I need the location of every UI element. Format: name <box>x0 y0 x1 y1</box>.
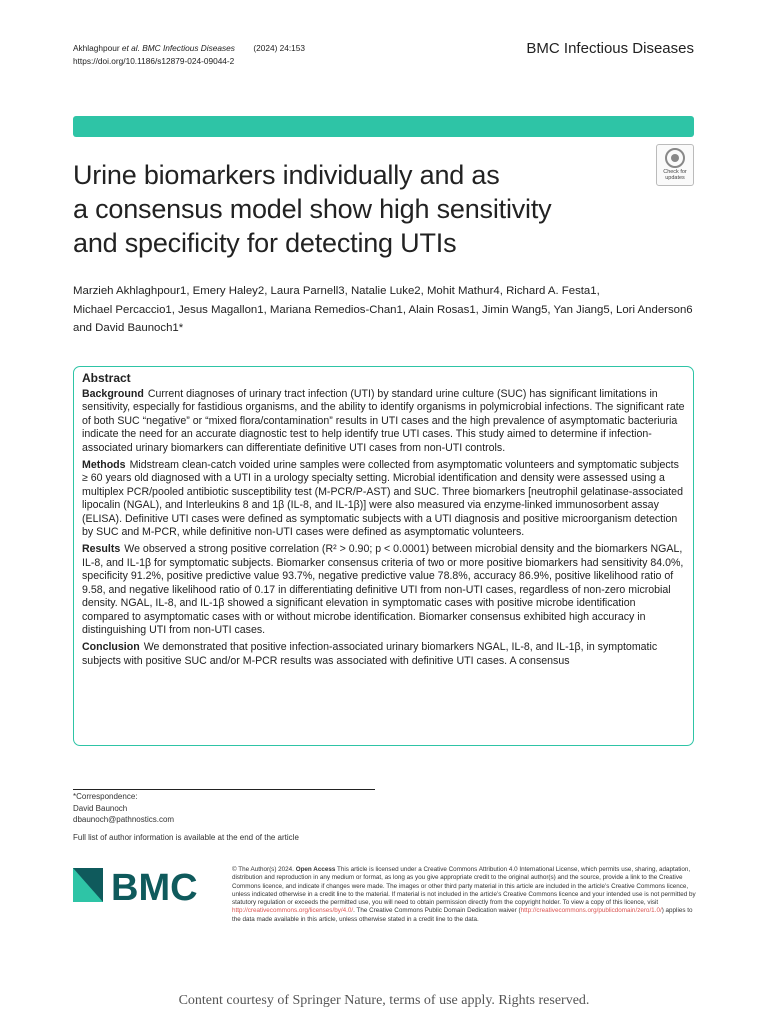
license-link-cc-by[interactable]: http://creativecommons.org/licenses/by/4.0/ <box>232 907 354 915</box>
doi-link[interactable]: https://doi.org/10.1186/s12879-024-09044-2 <box>73 56 235 66</box>
article-title <box>73 158 633 260</box>
methods-text: Midstream clean-catch voided urine samples were collected from asymptomatic volunteers and symptomatic subjects ≥ 60 years old diagnosed with a UTI in a urology specialty setting. Microbial identification and density were assessed using a multiplex PCR/pooled antibiotic susceptibility test (M-PCR/P-AST) and SUC. Three biomarkers [neutrophil gelatinase-associated lipocalin (NGAL), and Interleukins 8 and 1β (IL-8, and IL-1β)] were also measured via enzyme-linked immunosorbent assay (ELISA). Definitive UTI cases were defined as symptomatic subjects with a UTI diagnosis and positive microorganism detection by SUC and M-PCR, while definitive non-UTI cases were defined as asymptomatic volunteers. <box>82 459 683 539</box>
title-line-1: Urine biomarkers individually and as <box>73 160 500 190</box>
authors-line-2: Michael Percaccio1, Jesus Magallon1, Mariana Remedios-Chan1, Alain Rosas1, Jimin Wang5, Yan Jiang5, Lori Anderson6 <box>73 303 693 316</box>
abstract-results <box>82 543 685 637</box>
citation-line <box>73 42 305 55</box>
license-link-cc-zero[interactable]: http://creativecommons.org/publicdomain/zero/1.0/ <box>520 907 662 915</box>
abstract-conclusion <box>82 641 685 668</box>
title-line-2: a consensus model show high sensitivity <box>73 194 552 224</box>
accent-bar <box>73 116 694 137</box>
badge-label-2: updates <box>665 175 685 181</box>
page-footer: Content courtesy of Springer Nature, terms of use apply. Rights reserved. <box>178 993 590 1008</box>
logo-text: BMC <box>111 867 198 906</box>
authors-line-3: and David Baunoch1* <box>73 322 184 334</box>
citation-authors: Akhlaghpour <box>73 43 122 53</box>
bmc-logo <box>73 864 223 906</box>
abstract-heading: Abstract <box>82 371 131 385</box>
background-label: Background <box>82 388 144 400</box>
license-body-2: . The Creative Commons Public Domain Dedication waiver ( <box>353 907 521 915</box>
conclusion-label: Conclusion <box>82 641 140 654</box>
title-line-3: and specificity for detecting UTIs <box>73 228 457 258</box>
results-text: We observed a strong positive correlation (R² > 0.90; p < 0.0001) between microbial density and the biomarkers NGAL, IL-8, and IL-1β for symptomatic subjects. Biomarker consensus criteria of two or more positive biomarkers had sensitivity 84.0%, specificity 91.2%, positive predictive value 93.7%, negative predictive value 78.8%, accuracy 86.9%, positive likelihood ratio of 9.58, and negative likelihood ratio of 0.17 in differentiating definitive UTI from non-UTI cases, regardless of non-zero microbial density. NGAL, IL-8, and IL-1β showed a significant elevation in symptomatic cases with positive microbe identification compared to asymptomatic cases with or without microbe identification. Biomarker consensus exhibited high accuracy in distinguishing UTI from non-UTI cases. <box>82 543 684 636</box>
check-for-updates-badge[interactable] <box>656 144 694 186</box>
license-open-access: Open Access <box>295 866 336 873</box>
author-list <box>73 282 698 338</box>
abstract-box <box>73 366 694 746</box>
authors-line-1: Marzieh Akhlaghpour1, Emery Haley2, Laura Parnell3, Natalie Luke2, Mohit Mathur4, Richard A. Festa1, <box>73 285 600 297</box>
methods-label: Methods <box>82 459 126 472</box>
license-body-1: This article is licensed under a Creative Commons Attribution 4.0 International License, which permits use, sharing, adaptation, distribution and reproduction in any medium or format, as long as you give appropriate credit to the original author(s) and the source, provide a link to the Creative Commons licence, and indicate if changes were made. The images or other third party material in this article are included in the article’s Creative Commons licence, unless indicated otherwise in a credit line to the material. If material is not included in the article’s Creative Commons licence and your intended use is not permitted by statutory regulation or exceeds the permitted use, you will need to obtain permission directly from the copyright holder. To view a copy of this licence, visit <box>232 866 696 907</box>
correspondence <box>73 791 174 826</box>
journal-name: BMC Infectious Diseases <box>526 40 694 57</box>
conclusion-text: We demonstrated that positive infection-associated urinary biomarkers NGAL, IL-8, and IL-1β, in symptomatic subjects with positive SUC and/or M-PCR results was associated with definitive UTI cases. A consensus <box>82 641 658 667</box>
correspondence-name: David Baunoch <box>73 803 128 813</box>
footnote-divider <box>73 789 375 790</box>
citation-journal: BMC Infectious Diseases <box>139 43 235 53</box>
abstract-background <box>82 388 685 455</box>
author-info-note: Full list of author information is available at the end of the article <box>73 833 299 842</box>
license-copyright: © The Author(s) 2024. <box>232 866 296 873</box>
results-label: Results <box>82 543 121 556</box>
correspondence-label: *Correspondence: <box>73 792 138 801</box>
running-header <box>73 42 305 68</box>
abstract-methods <box>82 459 685 539</box>
license-text <box>232 866 696 924</box>
badge-label-1: Check for <box>663 169 687 175</box>
background-text: Current diagnoses of urinary tract infection (UTI) by standard urine culture (SUC) has significant limitations in sensitivity, especially for fastidious organisms, and the ability to identify organisms in polymicrobial infections. The significant rate of both SUC “negative” or “mixed flora/contamination” results in UTI cases and the high prevalence of asymptomatic bacteriuria indicate the need for an accurate diagnostic test to help identify true UTI cases. This study aimed to determine if infection-associated urinary biomarkers can differentiate definitive UTI cases from non-UTI controls. <box>82 388 685 454</box>
correspondence-email[interactable]: dbaunoch@pathnostics.com <box>73 815 175 825</box>
citation-year-volume: (2024) 24:153 <box>253 43 306 53</box>
license-body-3: ) applies to the data made available in this article, unless otherwise stated in a credit line to the data. <box>232 907 693 923</box>
citation-etal: et al. <box>121 43 140 53</box>
check-updates-icon <box>665 148 685 168</box>
